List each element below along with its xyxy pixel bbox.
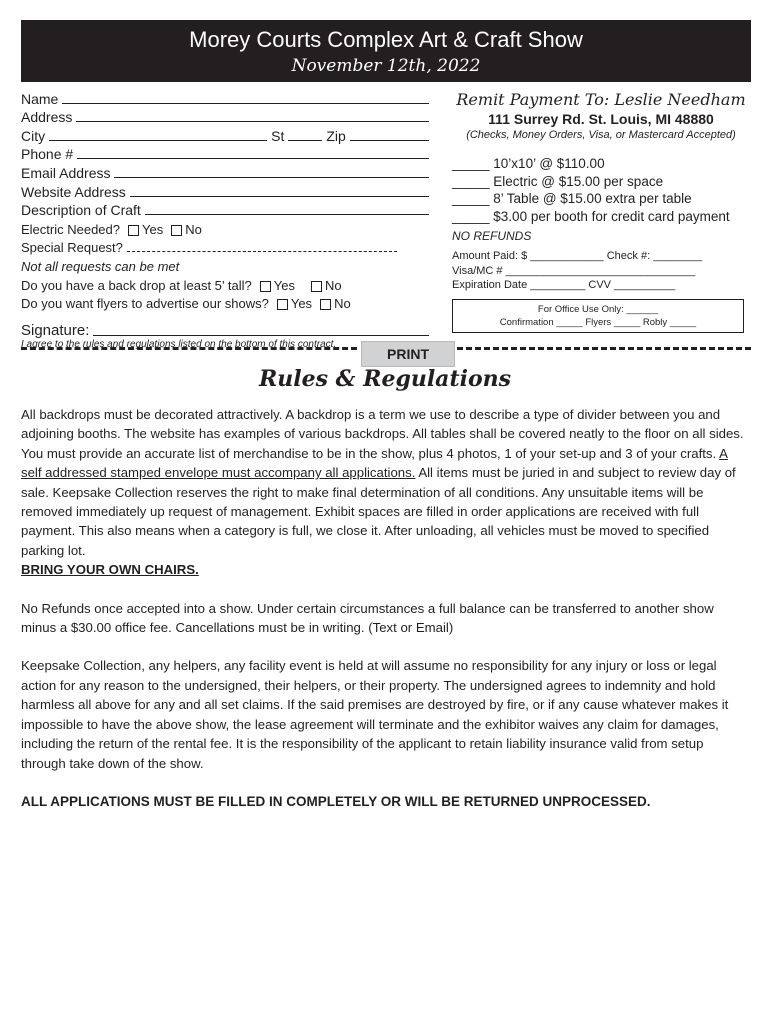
name-label: Name [21,90,59,107]
final-notice: ALL APPLICATIONS MUST BE FILLED IN COMPLETELY OR WILL BE RETURNED UNPROCESSED. [21,793,651,809]
remit-title: Remit Payment To: Leslie Needham [456,90,746,109]
website-field[interactable] [130,195,429,197]
no-refunds: NO REFUNDS [452,229,532,243]
office-use-line: Confirmation _____ Flyers _____ Robly _____ [499,316,697,328]
electric-no-checkbox[interactable] [171,225,182,236]
signature-label: Signature: [21,322,90,340]
flyers-no-label: No [334,296,351,312]
rules-title: Rules & Regulations [258,366,512,392]
st-label: St [271,127,285,144]
agree-note: I agree to the rules and regulations listed on the bottom of this contract. [21,339,337,351]
electric-no-label: No [185,221,202,237]
description-label: Description of Craft [21,202,141,219]
description-field[interactable] [145,213,429,215]
st-field[interactable] [288,139,322,141]
visa-mc: Visa/MC # _______________________________ [452,264,696,277]
office-use-title: For Office Use Only: ______ [537,303,659,315]
rules-paragraph-2: No Refunds once accepted into a show. Under certain circumstances a full balance can be transferred to another show minus a $30.00 office fee. Cancellations must be in writing. (Text or Email) [21,600,714,636]
flyers-yes-label: Yes [290,296,313,312]
backdrop-yes-checkbox[interactable] [260,281,271,292]
email-label: Email Address [21,164,111,181]
city-label: City [21,127,46,144]
show-date: November 12th, 2022 [291,56,481,76]
phone-label: Phone # [21,146,74,163]
flyers-yes-checkbox[interactable] [277,299,288,310]
rules-text [21,405,751,811]
signature-field[interactable] [93,334,429,336]
special-label: Special Request? [21,240,123,256]
price-booth: _____ 10’x10’ @ $110.00 [452,156,605,171]
address-label: Address [21,109,73,126]
price-electric: _____ Electric @ $15.00 per space [452,173,664,189]
amount-paid: Amount Paid: $ ____________ Check #: ________ [452,250,703,262]
show-title: Morey Courts Complex Art & Craft Show [189,27,583,52]
chairs-note: BRING YOUR OWN CHAIRS. [21,562,199,578]
zip-field[interactable] [350,139,429,141]
envelope-requirement: A self addressed stamped envelope must accompany all applications. [21,445,728,481]
remit-section [452,88,750,333]
name-field[interactable] [62,102,429,104]
payment-methods: (Checks, Money Orders, Visa, or Mastercard Accepted) [466,129,736,141]
application-form [21,88,431,350]
backdrop-no-label: No [325,277,342,293]
special-field[interactable] [127,250,397,252]
website-label: Website Address [21,183,126,200]
print-button[interactable]: PRINT [361,341,455,367]
electric-yes-label: Yes [142,221,164,237]
cut-line-right [457,347,751,350]
backdrop-question: Do you have a back drop at least 5’ tall? [21,277,252,293]
city-field[interactable] [49,139,267,141]
rules-paragraph-3: Keepsake Collection, any helpers, any facility event is held at will assume no responsibility for any injury or loss or legal action for any reason to the undersigned, their helpers, or their property. The undersigned agrees to indemnity and hold harmless all above for any and all set claims. If the said premises are destroyed by fire, or if any cause whatever makes it impossible to have the above show, the lease agreement will terminate and the exhibitor waives any claim for damages, including the return of the rental fee. It is the responsibility of the applicant to retain liability insurance valid from setup through take down of the show. [21,658,729,771]
zip-label: Zip [326,127,346,144]
electric-label: Electric Needed? [21,221,120,237]
backdrop-no-checkbox[interactable] [311,281,322,292]
address-field[interactable] [76,120,429,122]
backdrop-yes-label: Yes [273,277,295,293]
cut-line-left [21,347,357,350]
flyers-no-checkbox[interactable] [320,299,331,310]
special-note: Not all requests can be met [21,258,180,274]
header-banner [21,20,751,82]
office-use-box [452,299,744,333]
price-credit-card: _____ $3.00 per booth for credit card payment [452,208,730,224]
rules-paragraph-1: All backdrops must be decorated attractively. A backdrop is a term we use to describe a type of divider between you and adjoining booths. The website has examples of various backdrops. All tables shall be covered neatly to the floor on all sides. You must provide an accurate list of merchandise to be in the show, plus 4 photos, 1 of your set-up and 3 of your crafts. A self addressed stamped envelope must accompany all applications. All items must be juried in and subject to review day of sale. Keepsake Collection reserves the right to make final determination of all conditions. Any unsuitable items will be removed immediately up request of management. Exhibit spaces are filled in order applications are received with full payment. This also means when a category is full, we close it. After unloading, all vehicles must be moved to specified parking lot. BRING YOUR OWN CHAIRS. [21,407,744,578]
electric-yes-checkbox[interactable] [128,225,139,236]
remit-address: 111 Surrey Rd. St. Louis, MI 48880 [488,111,714,127]
flyers-question: Do you want flyers to advertise our shows? [21,296,269,312]
phone-field[interactable] [77,157,429,159]
price-table: _____ 8’ Table @ $15.00 extra per table [452,191,692,206]
expiration-cvv: Expiration Date _________ CVV __________ [452,279,676,291]
email-field[interactable] [114,176,429,178]
